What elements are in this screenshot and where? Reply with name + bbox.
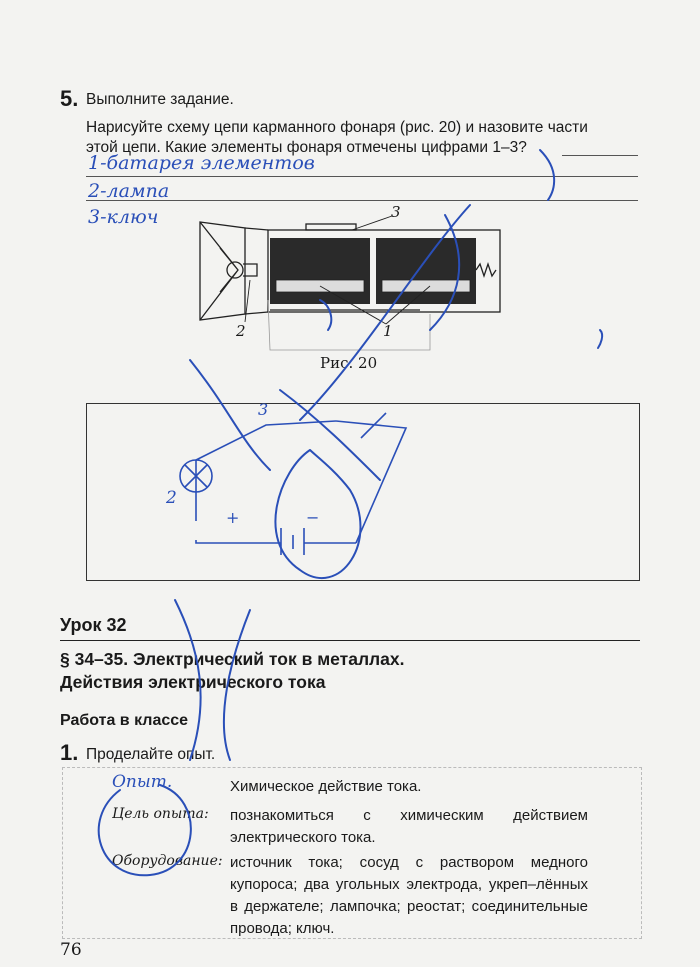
section-title: Работа в классе (60, 712, 189, 729)
lesson-title: Урок 32 (60, 615, 127, 635)
task1-number: 1. (60, 740, 79, 765)
fig-label-2: 2 (236, 322, 246, 340)
task1-title: Проделайте опыт. (86, 746, 216, 763)
equipment-text: источник тока; сосуд с раствором медного купороса; два угольных электрода, укреп–лённых в держателе; лампочка; реостат; соединительные провода; ключ. (230, 854, 588, 937)
circuit-label-minus: − (306, 508, 320, 527)
task-title: Выполните задание. (86, 91, 234, 108)
paragraph-title-2: Действия электрического тока (60, 672, 326, 692)
experiment-label: Опыт. (112, 772, 173, 792)
fig-label-1: 1 (383, 322, 393, 340)
circuit-label-switch: 3 (258, 400, 269, 419)
circuit-label-lamp: 2 (166, 488, 177, 508)
goal-text: познакомиться с химическим действием электрического тока. (230, 807, 588, 846)
answer-3: 3-ключ (88, 206, 159, 228)
answer-2: 2-лампа (88, 180, 170, 202)
experiment-text: Химическое действие тока. (230, 778, 422, 795)
page-number: 76 (60, 940, 82, 960)
task-text-line1: Нарисуйте схему цепи карманного фонаря (рис. 20) и назовите части (86, 119, 588, 136)
paragraph-title-1: § 34–35. Электрический ток в металлах. (60, 649, 405, 669)
task-text-line2: этой цепи. Какие элементы фонаря отмечены цифрами 1–3? (86, 139, 527, 156)
answer-1: 1-батарея элементов (88, 152, 315, 174)
figure-caption: Рис. 20 (320, 354, 378, 372)
goal-label: Цель опыта: (112, 806, 209, 822)
task-number: 5. (60, 86, 79, 111)
fig-label-3: 3 (391, 203, 401, 221)
circuit-label-plus: + (226, 508, 240, 527)
equipment-label: Оборудование: (112, 853, 223, 869)
